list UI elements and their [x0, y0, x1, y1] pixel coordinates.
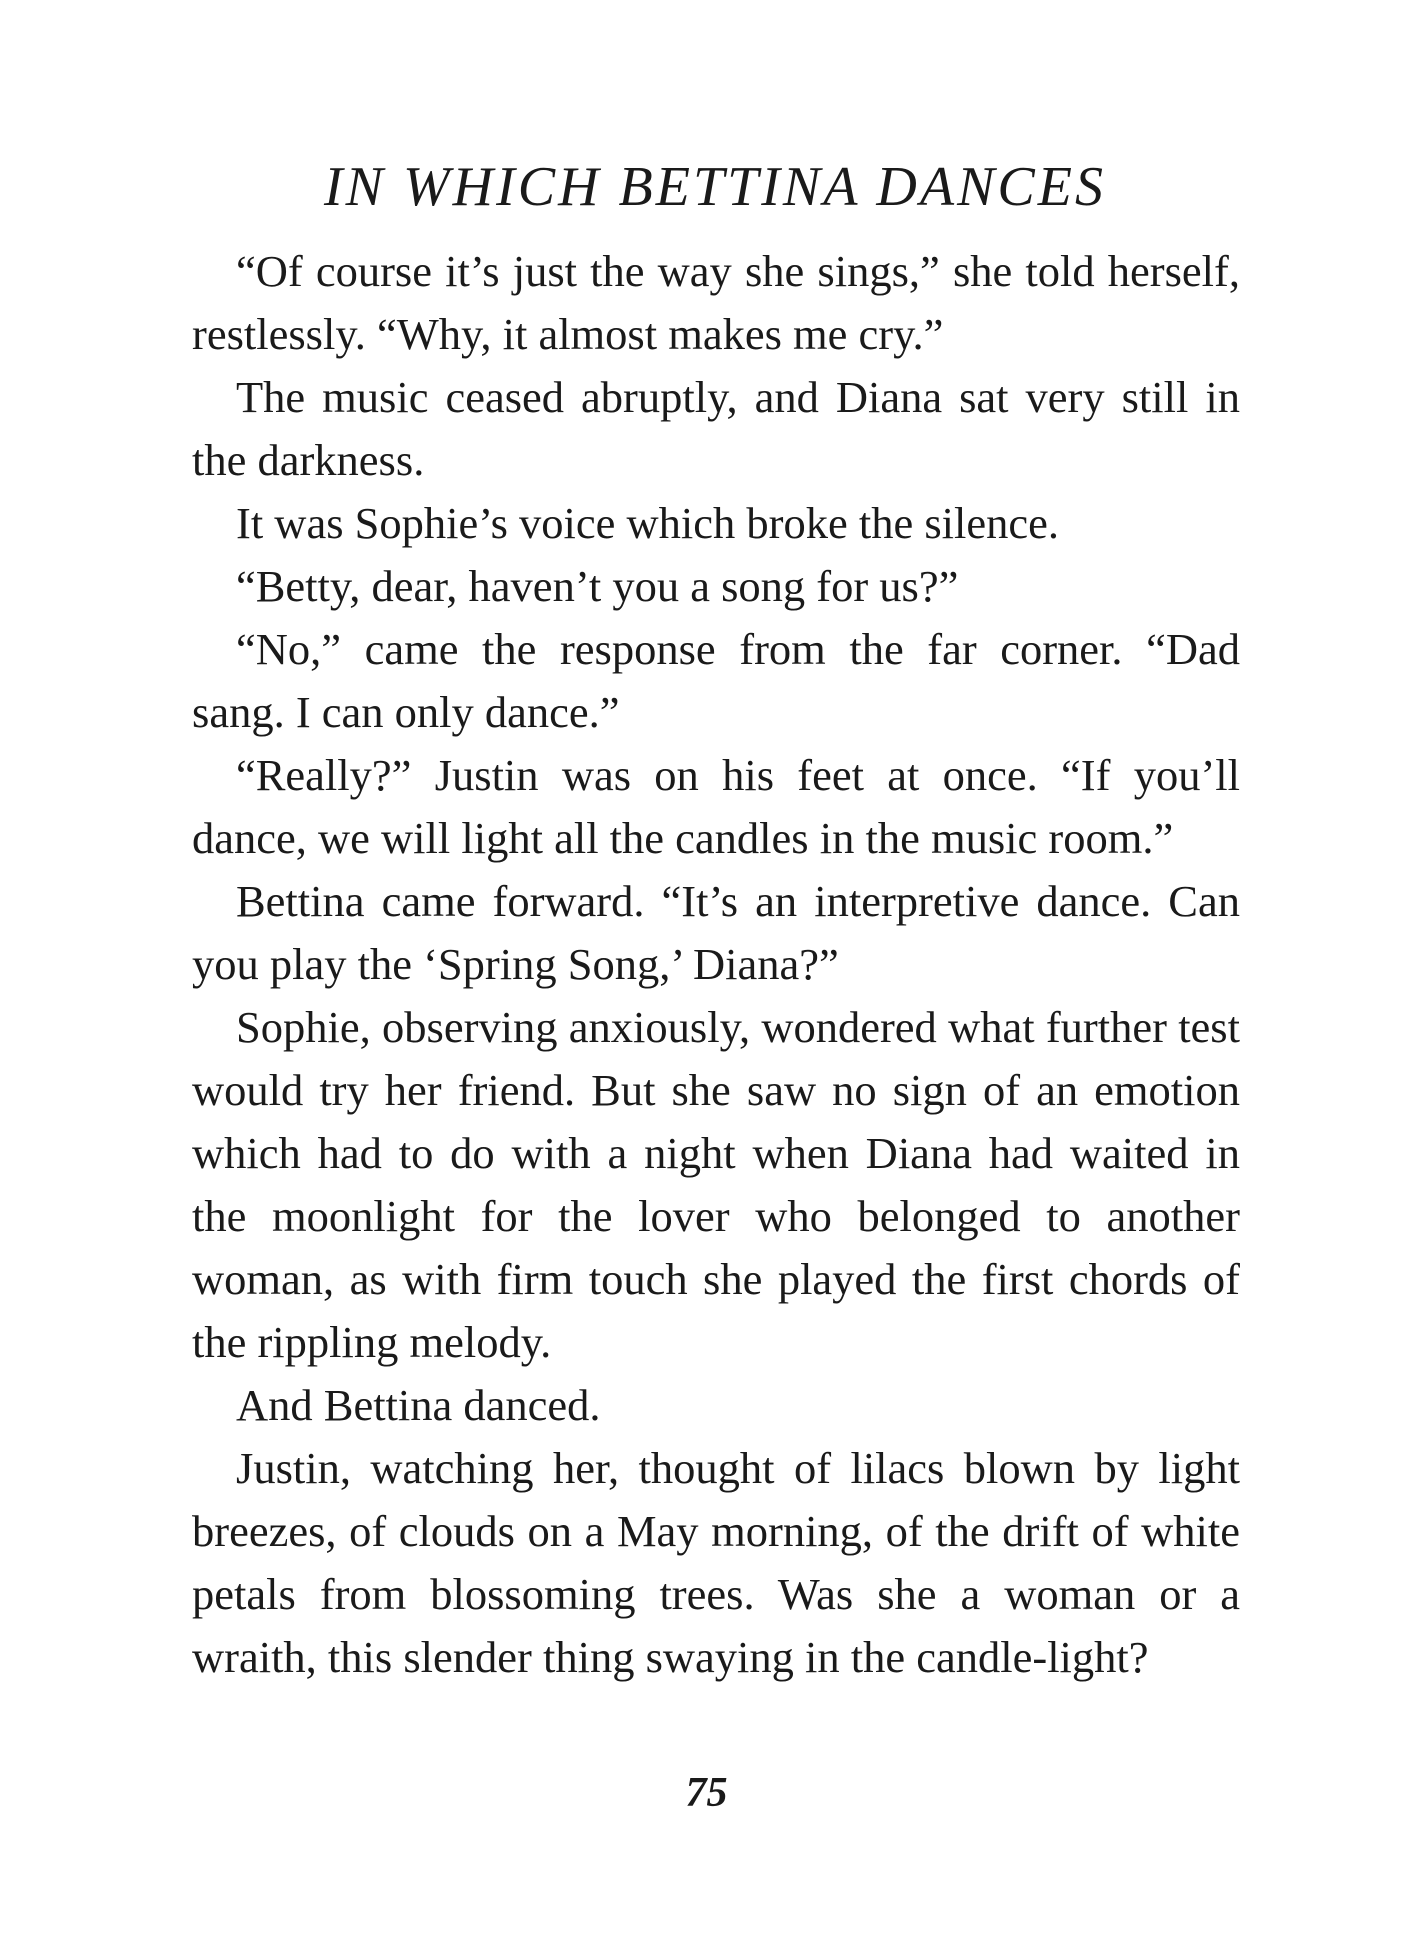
- paragraph-6: “Really?” Justin was on his feet at once. “If you’ll dance, we will light all the candles in the music room.”: [192, 750, 1240, 863]
- page-number: 75: [685, 1770, 728, 1816]
- paragraph-1: “Of course it’s just the way she sings,” she told herself, restlessly. “Why, it almost makes me cry.”: [192, 246, 1240, 359]
- body-text: [192, 240, 1240, 1689]
- paragraph-9: And Bettina danced.: [236, 1380, 601, 1430]
- paragraph-3: It was Sophie’s voice which broke the silence.: [236, 498, 1060, 548]
- running-title: IN WHICH BETTINA DANCES: [324, 156, 1106, 218]
- paragraph-8: Sophie, observing anxiously, wondered what further test would try her friend. But she saw no sign of an emotion which had to do with a night when Diana had waited in the moonlight for the lover who belonged to another woman, as with firm touch she played the first chords of the rippling melody.: [192, 1002, 1240, 1367]
- paragraph-4: “Betty, dear, haven’t you a song for us?”: [236, 561, 959, 611]
- paragraph-7: Bettina came forward. “It’s an interpretive dance. Can you play the ‘Spring Song,’ Diana?”: [192, 876, 1240, 989]
- paragraph-5: “No,” came the response from the far corner. “Dad sang. I can only dance.”: [192, 624, 1240, 737]
- paragraph-2: The music ceased abruptly, and Diana sat very still in the darkness.: [192, 372, 1240, 485]
- paragraph-10: Justin, watching her, thought of lilacs blown by light breezes, of clouds on a May morning, of the drift of white petals from blossoming trees. Was she a woman or a wraith, this slender thing swaying in the candle-light?: [192, 1443, 1240, 1682]
